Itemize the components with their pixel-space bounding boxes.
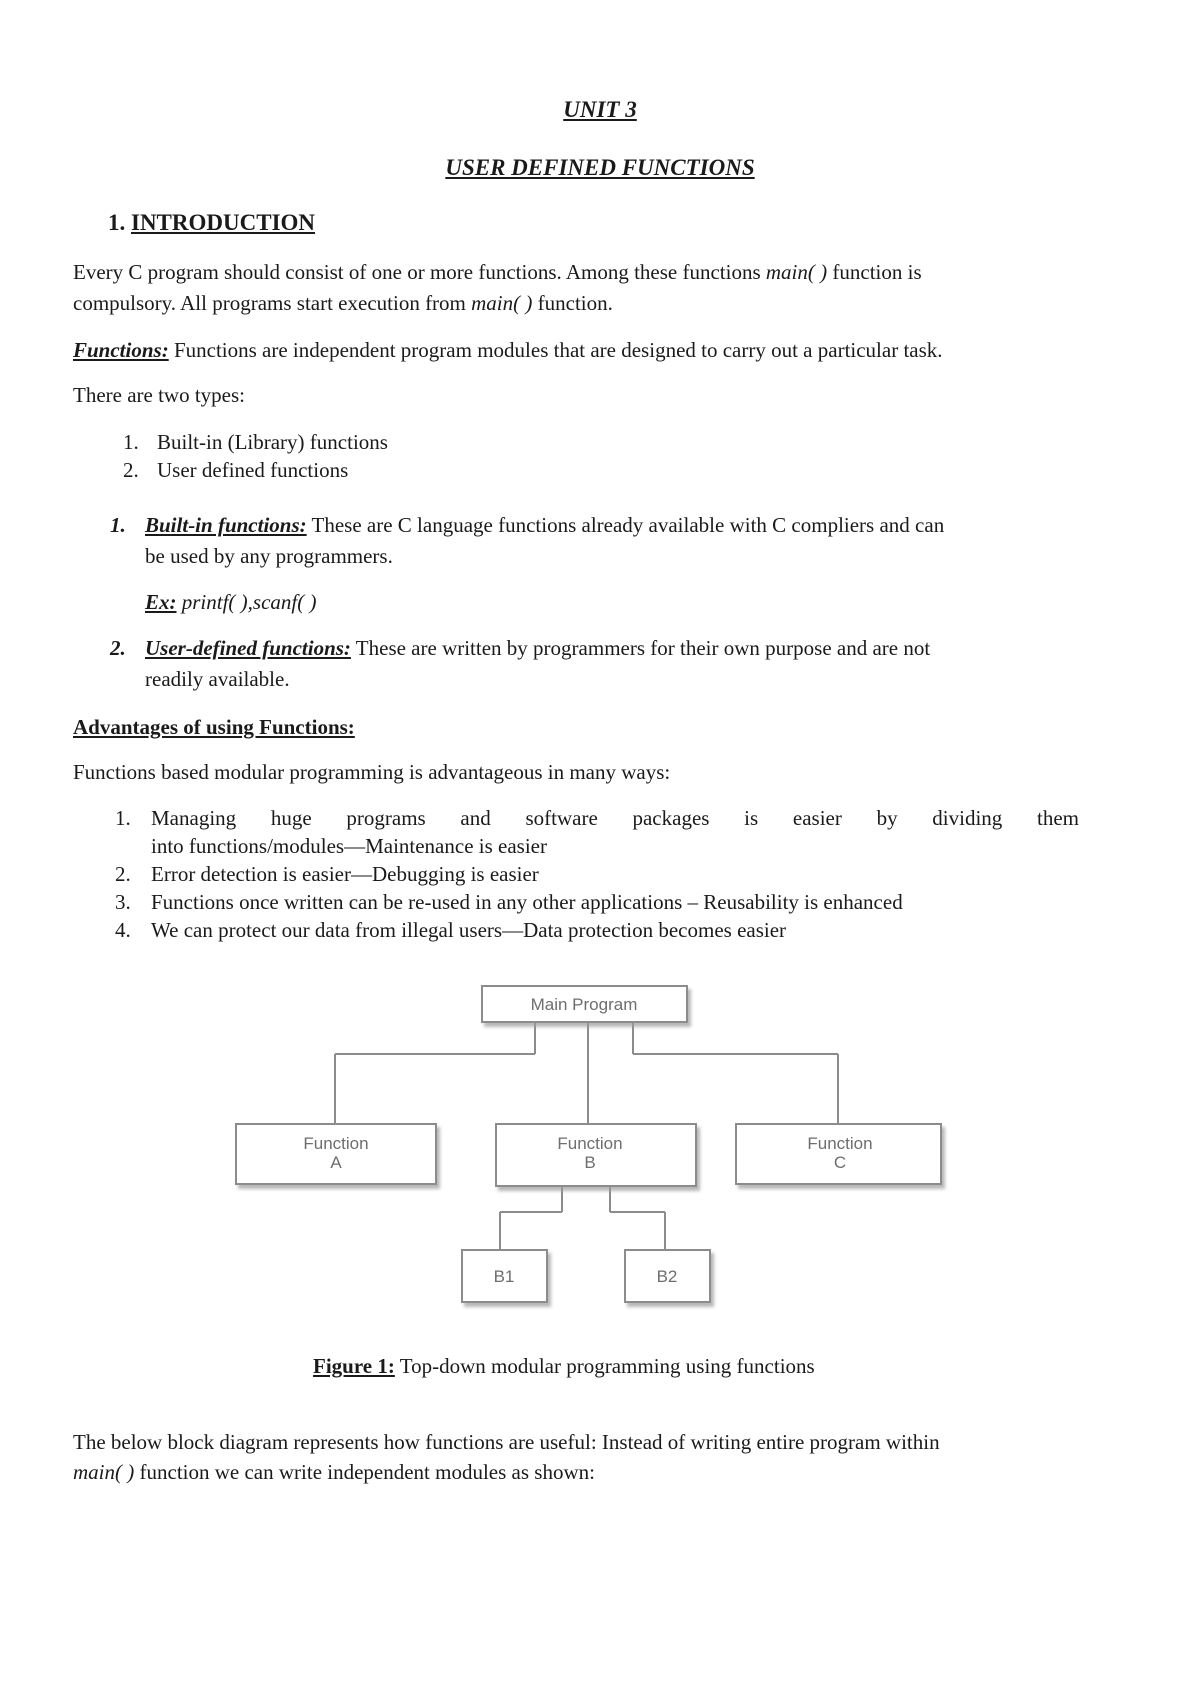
advantage-number: 4. (115, 918, 131, 942)
advantage-number: 1. (115, 806, 131, 830)
intro-text: function. (532, 291, 613, 315)
example-text: printf( ),scanf( ) (176, 590, 317, 614)
b2-label: B2 (656, 1267, 678, 1286)
types-intro: There are two types: (73, 383, 246, 407)
builtin-line2: be used by any programmers. (145, 544, 393, 568)
main-program-label: Main Program (530, 995, 638, 1014)
function-b-label: Function (557, 1134, 623, 1153)
function-c-label: Function (807, 1134, 873, 1153)
advantages-heading: Advantages of using Functions: (73, 715, 355, 739)
type-item: Built-in (Library) functions (157, 430, 388, 454)
builtin-number: 1. (110, 513, 126, 537)
main-function-ref: main( ) (471, 291, 533, 315)
function-b-letter: B (584, 1153, 596, 1172)
closing-text: function we can write independent modules as shown: (134, 1460, 595, 1484)
advantage-item: We can protect our data from illegal users—Data protection becomes easier (151, 918, 787, 942)
builtin-label: Built-in functions: (145, 513, 307, 537)
advantage-number: 2. (115, 862, 131, 886)
type-number: 2. (123, 458, 139, 482)
main-function-ref: main( ) (765, 260, 828, 284)
closing-line2 (73, 1458, 595, 1486)
function-a-label: Function (303, 1134, 369, 1153)
userdef-text: These are written by programmers for their own purpose and are not (350, 636, 931, 660)
builtin-text: These are C language functions already available with C compliers and can (306, 513, 945, 537)
page-title: USER DEFINED FUNCTIONS (445, 155, 755, 180)
section-number: 1. (108, 210, 126, 235)
figure-label: Figure 1: (313, 1354, 395, 1378)
advantage-number: 3. (115, 890, 131, 914)
section-title: INTRODUCTION (131, 210, 316, 235)
functions-text: Functions are independent program modules that are designed to carry out a particular task. (168, 338, 943, 362)
userdef-number: 2. (110, 636, 126, 660)
intro-text: function is (827, 260, 922, 284)
intro-text: Every C program should consist of one or more functions. Among these functions (73, 260, 766, 284)
function-c-letter: C (833, 1153, 847, 1172)
type-item: User defined functions (157, 458, 349, 482)
advantage-item: Functions once written can be re-used in any other applications – Reusability is enhanced (151, 890, 903, 914)
type-number: 1. (123, 430, 139, 454)
userdef-label: User-defined functions: (145, 636, 351, 660)
userdef-line2: readily available. (145, 667, 290, 691)
main-function-ref: main( ) (73, 1460, 135, 1484)
function-a-letter: A (330, 1153, 342, 1172)
advantage-item-continued: into functions/modules—Maintenance is easier (151, 834, 547, 858)
advantages-intro: Functions based modular programming is advantageous in many ways: (73, 760, 671, 784)
example-label: Ex: (145, 590, 177, 614)
advantage-item: Managing huge programs and software packages is easier by dividing them (151, 806, 1079, 830)
figure-caption (313, 1352, 815, 1380)
unit-heading: UNIT 3 (563, 97, 637, 122)
advantage-item: Error detection is easier—Debugging is easier (151, 862, 539, 886)
closing-line1: The below block diagram represents how functions are useful: Instead of writing entire program within (73, 1430, 940, 1454)
intro-text: compulsory. All programs start execution from (73, 291, 472, 315)
functions-label: Functions: (73, 338, 169, 362)
figure-caption-text: Top-down modular programming using functions (394, 1354, 815, 1378)
b1-label: B1 (493, 1267, 515, 1286)
